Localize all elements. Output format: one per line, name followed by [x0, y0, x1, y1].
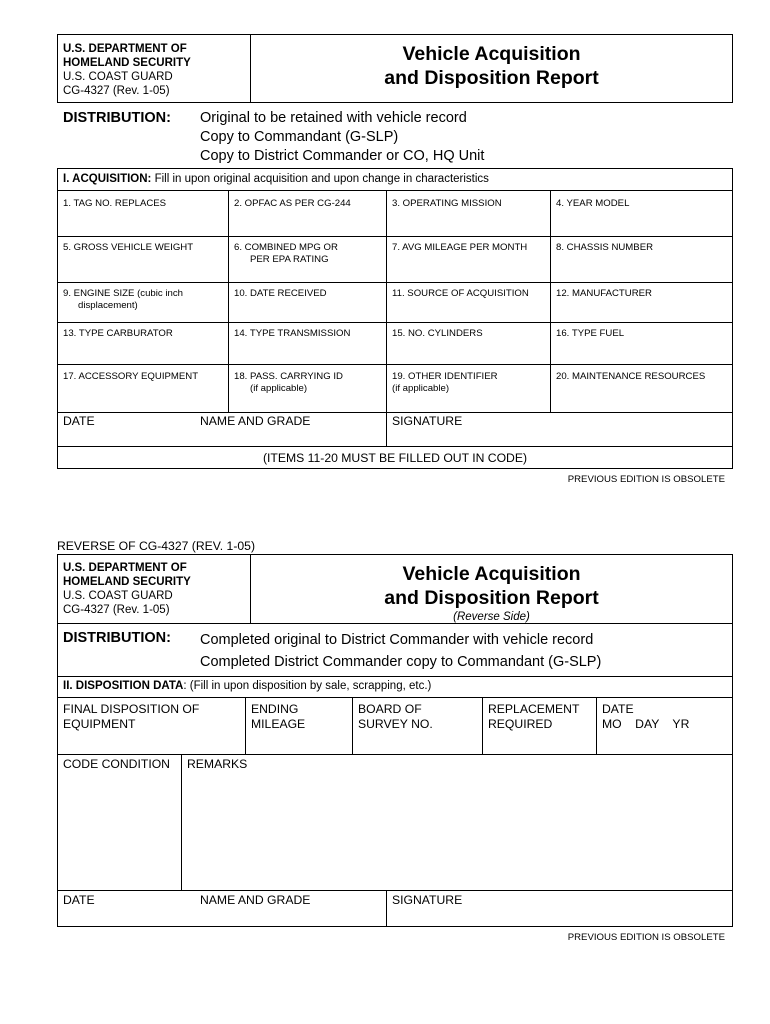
- title-subtitle: (Reverse Side): [453, 611, 530, 623]
- front-sig-signature-label: SIGNATURE: [392, 414, 463, 428]
- field-tag-no-replaces: 1. TAG NO. REPLACES: [63, 198, 167, 209]
- field-manufacturer: 12. MANUFACTURER: [556, 288, 652, 299]
- reverse-form-title: [251, 562, 732, 624]
- field-gross-vehicle-weight: 5. GROSS VEHICLE WEIGHT: [63, 242, 194, 253]
- field-year-model: 4. YEAR MODEL: [556, 198, 630, 209]
- field-type-fuel: 16. TYPE FUEL: [556, 328, 625, 339]
- field-combined-mpg: 6. COMBINED MPG OR PER EPA RATING: [234, 242, 338, 265]
- col-date: DATE MO DAY YR: [602, 702, 690, 731]
- front-distribution-list: [200, 109, 484, 166]
- distribution-line: Completed District Commander copy to Commandant (G-SLP): [200, 654, 602, 670]
- distribution-line: Copy to District Commander or CO, HQ Unit: [200, 148, 485, 164]
- reverse-sig-signature-label: SIGNATURE: [392, 893, 463, 907]
- reverse-agency-block: [63, 561, 248, 617]
- col-ending-mileage: ENDING MILEAGE: [251, 702, 306, 731]
- title-line: Vehicle Acquisition: [402, 563, 581, 585]
- reverse-sig-name-grade-label: NAME AND GRADE: [200, 893, 311, 907]
- field-opfac: 2. OPFAC AS PER CG-244: [234, 198, 351, 209]
- front-previous-edition-note: PREVIOUS EDITION IS OBSOLETE: [567, 474, 725, 485]
- field-type-carburator: 13. TYPE CARBURATOR: [63, 328, 173, 339]
- section-title: II. DISPOSITION DATA: [63, 680, 184, 692]
- section-instruction: : (Fill in upon disposition by sale, scrapping, etc.): [183, 680, 432, 692]
- front-distribution-label: DISTRIBUTION:: [63, 110, 171, 126]
- col-replacement-required: REPLACEMENT REQUIRED: [488, 702, 580, 731]
- field-source-of-acquisition: 11. SOURCE OF ACQUISITION: [392, 288, 529, 299]
- form-number: CG-4327 (Rev. 1-05): [63, 604, 170, 616]
- agency-line: HOMELAND SECURITY: [63, 57, 191, 69]
- field-other-identifier: 19. OTHER IDENTIFIER (if applicable): [392, 371, 498, 394]
- field-accessory-equipment: 17. ACCESSORY EQUIPMENT: [63, 371, 199, 382]
- remarks-label: REMARKS: [187, 757, 248, 771]
- field-chassis-number: 8. CHASSIS NUMBER: [556, 242, 654, 253]
- field-operating-mission: 3. OPERATING MISSION: [392, 198, 502, 209]
- distribution-line: Original to be retained with vehicle record: [200, 110, 467, 126]
- code-condition-label: CODE CONDITION: [63, 757, 170, 771]
- field-no-cylinders: 15. NO. CYLINDERS: [392, 328, 483, 339]
- items-code-note: (ITEMS 11-20 MUST BE FILLED OUT IN CODE): [262, 451, 528, 465]
- title-line: Vehicle Acquisition: [402, 43, 581, 65]
- col-board-of-survey: BOARD OF SURVEY NO.: [358, 702, 433, 731]
- field-maintenance-resources: 20. MAINTENANCE RESOURCES: [556, 371, 706, 382]
- agency-line: U.S. COAST GUARD: [63, 590, 173, 602]
- agency-line: HOMELAND SECURITY: [63, 576, 191, 588]
- section-title: I. ACQUISITION:: [63, 173, 152, 185]
- distribution-line: Copy to Commandant (G-SLP): [200, 129, 399, 145]
- front-sig-date-label: DATE: [63, 414, 95, 428]
- reverse-sig-date-label: DATE: [63, 893, 95, 907]
- title-line: and Disposition Report: [384, 587, 599, 609]
- distribution-line: Completed original to District Commander with vehicle record: [200, 632, 594, 648]
- agency-line: U.S. COAST GUARD: [63, 71, 173, 83]
- form-number: CG-4327 (Rev. 1-05): [63, 85, 170, 97]
- front-sig-name-grade-label: NAME AND GRADE: [200, 414, 311, 428]
- disposition-section-heading: [63, 680, 728, 692]
- section-instruction: Fill in upon original acquisition and upon change in characteristics: [154, 173, 489, 185]
- front-form-title: [251, 42, 732, 90]
- field-avg-mileage: 7. AVG MILEAGE PER MONTH: [392, 242, 528, 253]
- reverse-distribution-label: DISTRIBUTION:: [63, 630, 171, 646]
- acquisition-section-heading: [63, 173, 728, 185]
- col-final-disposition: FINAL DISPOSITION OF EQUIPMENT: [63, 702, 200, 731]
- agency-line: U.S. DEPARTMENT OF: [63, 562, 187, 574]
- field-date-received: 10. DATE RECEIVED: [234, 288, 327, 299]
- field-pass-carrying-id: 18. PASS. CARRYING ID (if applicable): [234, 371, 343, 394]
- field-type-transmission: 14. TYPE TRANSMISSION: [234, 328, 351, 339]
- reverse-distribution-list: [200, 629, 601, 673]
- reverse-header-label: REVERSE OF CG-4327 (REV. 1-05): [57, 539, 256, 553]
- agency-line: U.S. DEPARTMENT OF: [63, 43, 187, 55]
- reverse-previous-edition-note: PREVIOUS EDITION IS OBSOLETE: [567, 932, 725, 943]
- field-engine-size: 9. ENGINE SIZE (cubic inch displacement): [63, 288, 183, 311]
- front-agency-block: [63, 42, 248, 98]
- title-line: and Disposition Report: [384, 67, 599, 89]
